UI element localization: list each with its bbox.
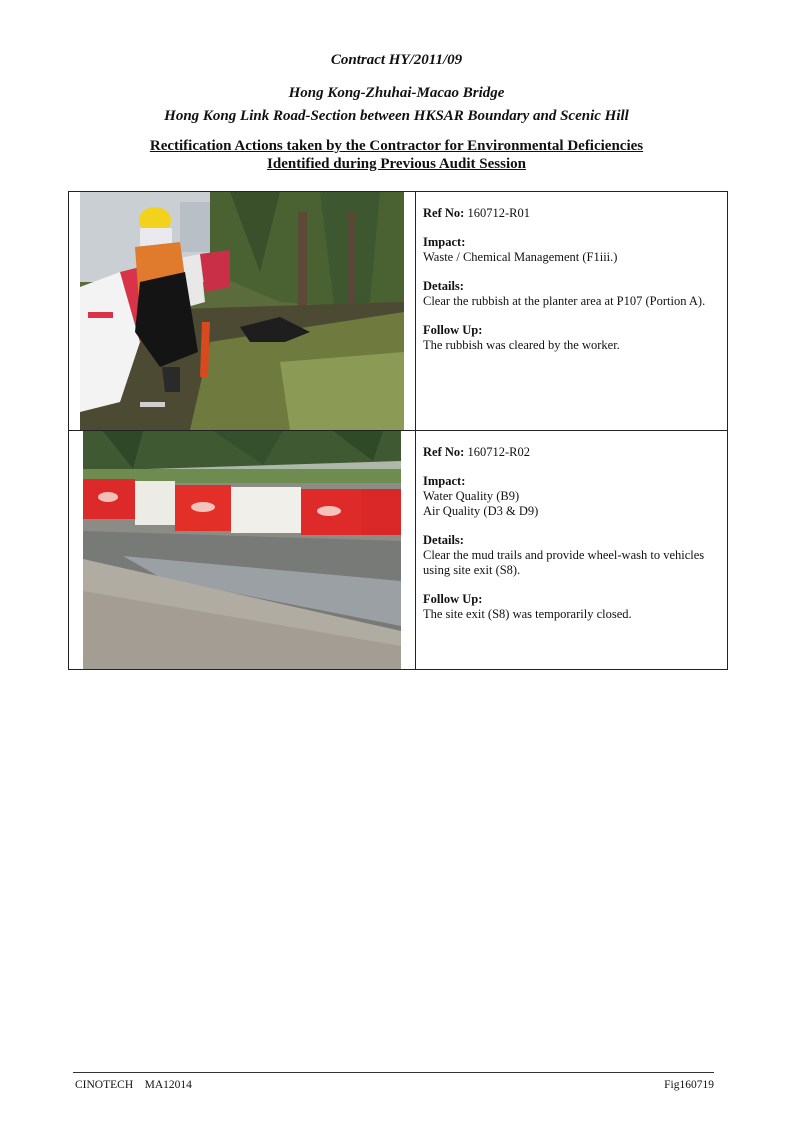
- site-photo-rubbish-clearing: [80, 192, 404, 430]
- ref-value: 160712-R01: [467, 206, 530, 220]
- details-field: [423, 533, 721, 578]
- footer-divider: [73, 1072, 714, 1073]
- photo-cell: [69, 192, 416, 431]
- impact-value: Waste / Chemical Management (F1iii.): [423, 250, 618, 264]
- details-label: Details:: [423, 279, 464, 293]
- table-row: [69, 431, 728, 670]
- record-details-r02: [416, 431, 728, 670]
- record-details-r01: [416, 192, 728, 431]
- details-field: [423, 279, 721, 309]
- figure-number: Fig160719: [664, 1079, 714, 1091]
- details-value: Clear the mud trails and provide wheel-wash to vehicles using site exit (S8).: [423, 548, 705, 577]
- footer-company: [75, 1079, 192, 1091]
- impact-field: [423, 474, 721, 519]
- impact-value: Air Quality (D3 & D9): [423, 504, 539, 518]
- contract-number: Contract HY/2011/09: [330, 52, 463, 68]
- site-photo-site-exit: [83, 431, 401, 669]
- impact-label: Impact:: [423, 474, 466, 488]
- document-title-line-1: Rectification Actions taken by the Contractor for Environmental Deficiencies: [149, 138, 644, 154]
- company-name: CINOTECH: [75, 1079, 134, 1091]
- document-title: [0, 137, 793, 173]
- impact-field: [423, 235, 721, 265]
- details-label: Details:: [423, 533, 464, 547]
- ref-label: Ref No:: [423, 206, 465, 220]
- follow-up-value: The rubbish was cleared by the worker.: [423, 338, 620, 352]
- ref-field: [423, 206, 721, 221]
- photo-cell: [69, 431, 416, 670]
- follow-up-label: Follow Up:: [423, 592, 483, 606]
- ref-label: Ref No:: [423, 445, 465, 459]
- project-name: Hong Kong-Zhuhai-Macao Bridge: [288, 85, 505, 101]
- impact-value: Water Quality (B9): [423, 489, 520, 503]
- follow-up-field: [423, 592, 721, 622]
- details-value: Clear the rubbish at the planter area at P107 (Portion A).: [423, 294, 706, 308]
- impact-label: Impact:: [423, 235, 466, 249]
- follow-up-value: The site exit (S8) was temporarily closed.: [423, 607, 632, 621]
- follow-up-field: [423, 323, 721, 353]
- ref-value: 160712-R02: [467, 445, 530, 459]
- follow-up-label: Follow Up:: [423, 323, 483, 337]
- document-title-line-2: Identified during Previous Audit Session: [267, 156, 526, 172]
- document-reference: MA12014: [144, 1079, 192, 1091]
- table-row: [69, 192, 728, 431]
- rectification-table: [68, 191, 728, 670]
- project-section: Hong Kong Link Road-Section between HKSAR Boundary and Scenic Hill: [164, 108, 629, 124]
- ref-field: [423, 445, 721, 460]
